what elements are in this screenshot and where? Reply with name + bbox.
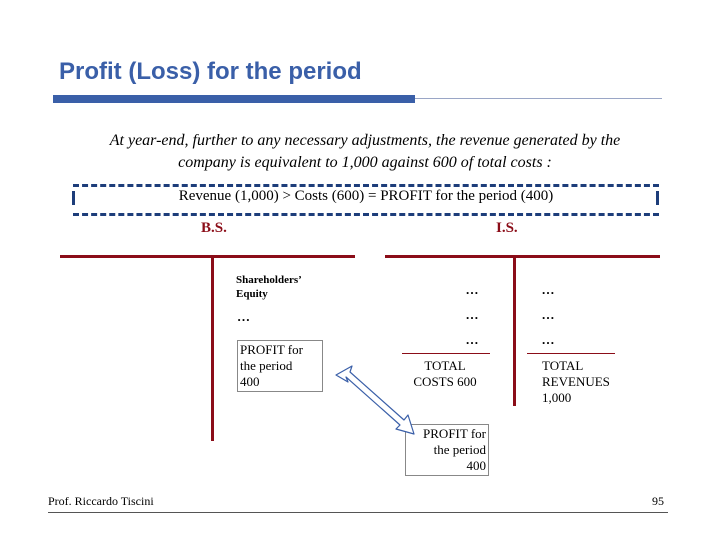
bs-profit-line-1: PROFIT for [240,342,303,357]
revenue-ellipsis-1: … [541,282,555,297]
income-statement-top-line [385,255,660,258]
intro-text [60,130,670,174]
revenue-ellipsis-3: … [541,332,555,347]
total-revenues-line-3: 1,000 [542,390,572,405]
cost-ellipsis-1: … [465,282,479,297]
is-profit-line-3: 400 [466,458,486,473]
cost-ellipsis-3: … [465,332,479,347]
total-costs-line-2: COSTS 600 [413,374,477,389]
title-underline-bar [53,95,415,103]
is-profit-line-2: the period [433,442,486,457]
total-revenues-line-2: REVENUES [542,374,610,389]
total-costs-underline [402,353,490,354]
summary-text: Revenue (1,000) > Costs (600) = PROFIT for the period (400) [178,188,554,204]
balance-sheet-profit-box [237,340,323,392]
balance-sheet-ellipsis: … [237,309,250,324]
double-arrow-icon [330,360,420,440]
title-underline-rule [415,98,662,99]
page-number: 95 [652,494,664,508]
balance-sheet-header: B.S. [201,220,227,236]
balance-sheet-divider [211,256,214,441]
bs-profit-line-3: 400 [240,374,260,389]
equity-label-line-1: Shareholders’ [236,274,302,286]
total-revenues-line-1: TOTAL [542,358,584,373]
revenue-ellipsis-2: … [541,307,555,322]
total-revenues-label [542,358,632,406]
balance-sheet-top-line [60,255,355,258]
intro-line-2: company is equivalent to 1,000 against 600 of total costs : [178,154,552,171]
footer-rule [48,512,668,513]
cost-ellipsis-2: … [465,307,479,322]
slide-title: Profit (Loss) for the period [59,58,362,85]
shareholders-equity-label [236,273,326,301]
intro-line-1: At year-end, further to any necessary adjustments, the revenue generated by the [109,132,621,149]
total-revenues-underline [527,353,615,354]
income-statement-divider [513,256,516,406]
total-costs-line-1: TOTAL [424,358,466,373]
income-statement-header: I.S. [496,220,518,236]
bs-profit-line-2: the period [240,358,293,373]
equity-label-line-2: Equity [236,288,268,300]
is-profit-line-1: PROFIT for [423,426,486,441]
footer-author: Prof. Riccardo Tiscini [48,494,154,508]
